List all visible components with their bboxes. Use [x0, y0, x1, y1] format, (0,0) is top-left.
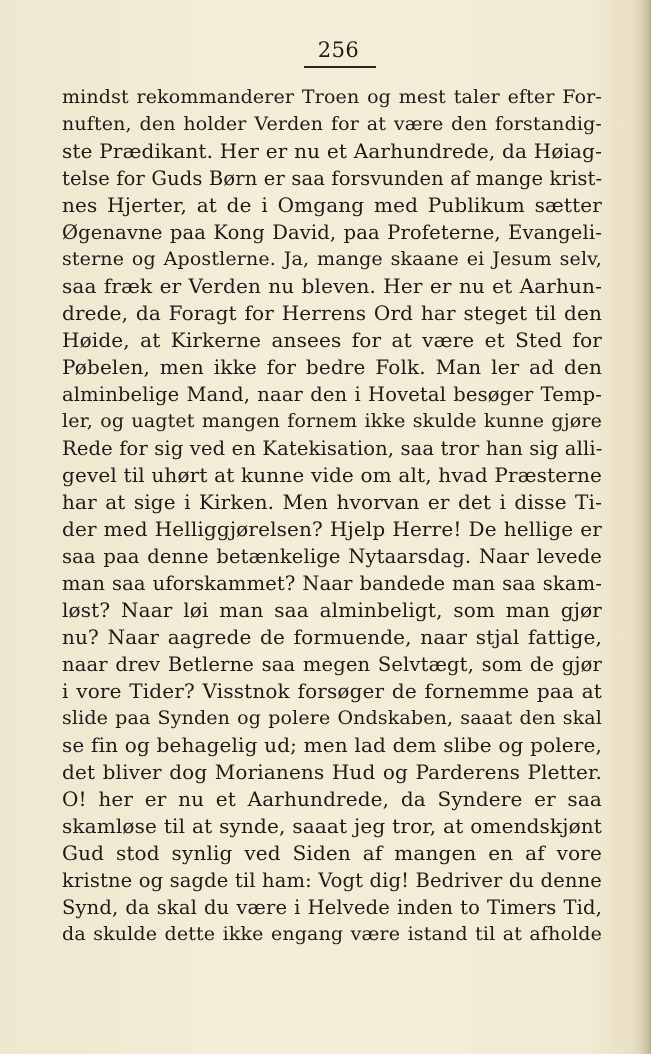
text-line: alminbelige Mand, naar den i Hovetal besøger Temp-: [62, 383, 602, 406]
text-line: O! her er nu et Aarhundrede, da Syndere er saa: [62, 787, 602, 811]
text-line: saa paa denne betænkelige Nytaarsdag. Naar levede: [62, 545, 602, 568]
page-number: 256: [317, 38, 360, 62]
text-line: i vore Tider? Visstnok forsøger de fornemme paa at: [62, 679, 602, 703]
text-line: skamløse til at synde, saaat jeg tror, at omendskjønt: [62, 814, 602, 838]
text-line: der med Helliggjørelsen? Hjelp Herre! De hellige er: [62, 517, 602, 541]
text-line: Øgenavne paa Kong David, paa Profeterne, Evangeli-: [62, 221, 602, 244]
text-line: sterne og Apostlerne. Ja, mange skaane ei Jesum selv,: [62, 248, 602, 270]
text-line: ler, og uagtet mangen fornem ikke skulde kunne gjøre: [62, 410, 602, 432]
text-line: kristne og sagde til ham: Vogt dig! Bedriver du denne: [62, 869, 602, 892]
text-line: Høide, at Kirkerne ansees for at være et Sted for: [62, 328, 602, 352]
text-line: da skulde dette ikke engang være istand til at afholde: [62, 923, 602, 945]
text-line: man saa uforskammet? Naar bandede man saa skam-: [62, 572, 602, 595]
text-line: naar drev Betlerne saa megen Selvtægt, som de gjør: [62, 653, 602, 676]
text-line: gevel til uhørt at kunne vide om alt, hvad Præsterne: [62, 463, 602, 487]
text-line: drede, da Foragt for Herrens Ord har steget til den: [62, 301, 602, 325]
text-line: Gud stod synlig ved Siden af mangen en af vore: [62, 841, 602, 865]
text-line: ste Prædikant. Her er nu et Aarhundrede, da Høiag-: [62, 139, 602, 163]
text-line: løst? Naar løi man saa alminbeligt, som man gjør: [62, 598, 602, 622]
text-line: nu? Naar aagrede de formuende, naar stjal fattige,: [62, 625, 602, 649]
page-edge-shadow: [639, 0, 651, 1054]
text-line: Pøbelen, men ikke for bedre Folk. Man ler ad den: [62, 355, 602, 379]
text-line: nuften, den holder Verden for at være den forstandig-: [62, 113, 602, 135]
header-rule: [304, 66, 376, 68]
text-line: Synd, da skal du være i Helvede inden to Timers Tid,: [62, 896, 602, 919]
text-line: det bliver dog Morianens Hud og Parderens Pletter.: [62, 760, 602, 784]
text-line: se fin og behagelig ud; men lad dem slibe og polere,: [62, 733, 602, 757]
text-line: telse for Guds Børn er saa forsvunden af mange krist-: [62, 167, 603, 190]
body-text: [62, 84, 602, 948]
text-line: Rede for sig ved en Katekisation, saa tror han sig alli-: [62, 437, 603, 460]
text-line: har at sige i Kirken. Men hvorvan er det i disse Ti-: [62, 490, 602, 514]
text-line: mindst rekommanderer Troen og mest taler efter For-: [62, 86, 602, 108]
text-line: nes Hjerter, at de i Omgang med Publikum sætter: [62, 193, 602, 217]
text-line: saa fræk er Verden nu bleven. Her er nu et Aarhun-: [62, 274, 602, 298]
text-line: slide paa Synden og polere Ondskaben, saaat den skal: [62, 707, 602, 729]
